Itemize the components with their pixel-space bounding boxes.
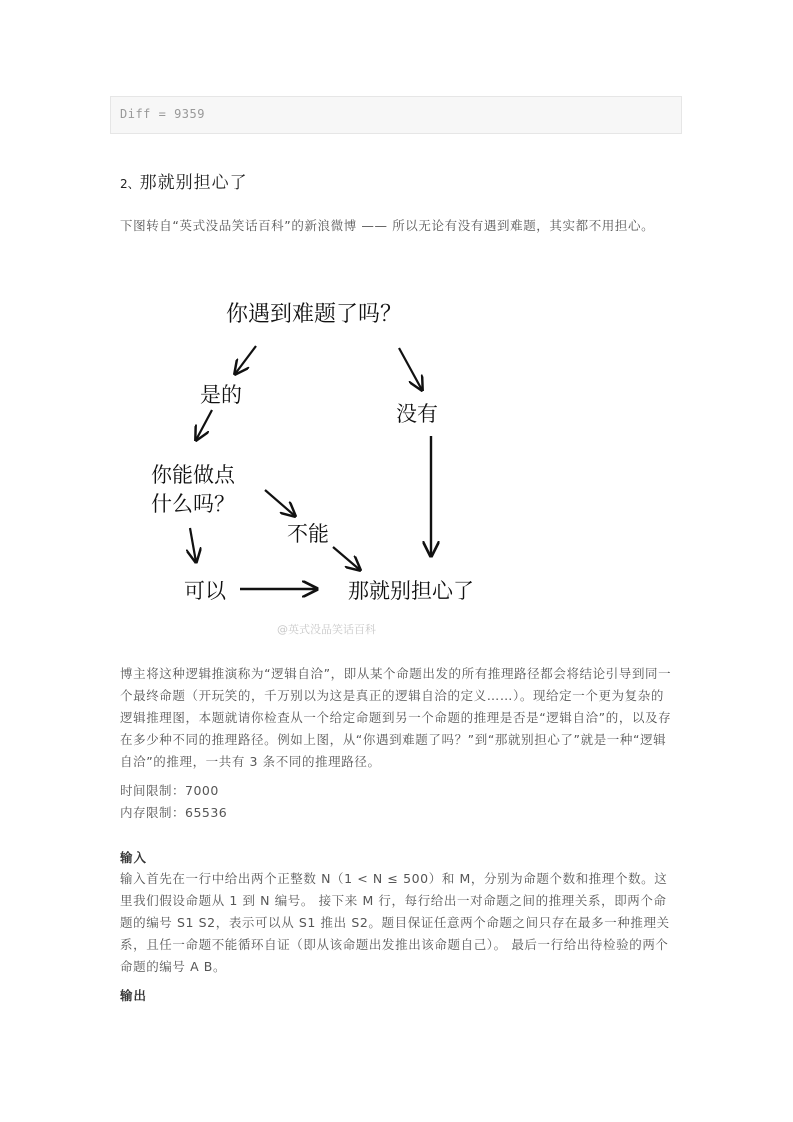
time-limit: 时间限制：7000 [120, 783, 219, 798]
node-dont-worry: 那就别担心了 [348, 579, 474, 603]
arrow-can-do-to-can [190, 528, 196, 562]
arrow-question-to-yes [235, 346, 256, 374]
description-paragraph: 博主将这种逻辑推演称为“逻辑自洽”，即从某个命题出发的所有推理路径都会将结论引导到同一个最终命题（开玩笑的，千万别以为这是真正的逻辑自洽的定义……）。现给定一个更为复杂的逻辑推理图，本题就请你检查从一个给定命题到另一个命题的推理是否是“逻辑自洽”的，以及存在多少种不同的推理路径。例如上图，从“你遇到难题了吗？”到“那就别担心了”就是一种“逻辑自洽”的推理，一共有 3 条不同的推理路径。 [120, 666, 672, 769]
logic-diagram [120, 280, 540, 640]
node-cannot: 不能 [287, 522, 329, 546]
node-can: 可以 [184, 579, 226, 603]
node-no: 没有 [396, 402, 438, 426]
memory-limit: 内存限制：65536 [120, 805, 228, 820]
output-heading: 输出 [120, 988, 148, 1003]
node-question: 你遇到难题了吗？ [226, 302, 403, 327]
node-can-do-line2: 什么吗？ [151, 492, 235, 516]
arrow-question-to-no [399, 348, 422, 390]
input-paragraph: 输入首先在一行中给出两个正整数 N（1 < N ≤ 500）和 M，分别为命题个数和推理个数。这里我们假设命题从 1 到 N 编号。 接下来 M 行，每行给出一对命题之间的推理关系，即两个命题的编号 S1 S2，表示可以从 S1 推出 S2。题目保证任意两个命题之间只存在最多一种推理关系，且任一命题不能循环自证（即从该命题出发推出该命题自己）。 最后一行给出待检验的两个命题的编号 A B。 [120, 871, 670, 974]
code-block [110, 96, 682, 134]
arrow-yes-to-can-do [196, 410, 212, 440]
section-title [120, 168, 248, 193]
watermark: @英式没品笑话百科 [277, 623, 376, 636]
node-yes: 是的 [200, 383, 242, 407]
section-title-text: 那就别担心了 [139, 173, 248, 193]
intro-paragraph: 下图转自“英式没品笑话百科”的新浪微博 —— 所以无论有没有遇到难题，其实都不用担心。 [120, 218, 655, 233]
arrow-cannot-to-dont-worry [333, 547, 360, 570]
section-number: 2、 [120, 177, 140, 191]
limits [120, 780, 227, 824]
arrow-can-do-to-cannot [265, 490, 295, 516]
code-text: Diff = 9359 [120, 107, 205, 121]
input-heading: 输入 [120, 850, 148, 865]
node-can-do-line1: 你能做点 [151, 463, 235, 487]
